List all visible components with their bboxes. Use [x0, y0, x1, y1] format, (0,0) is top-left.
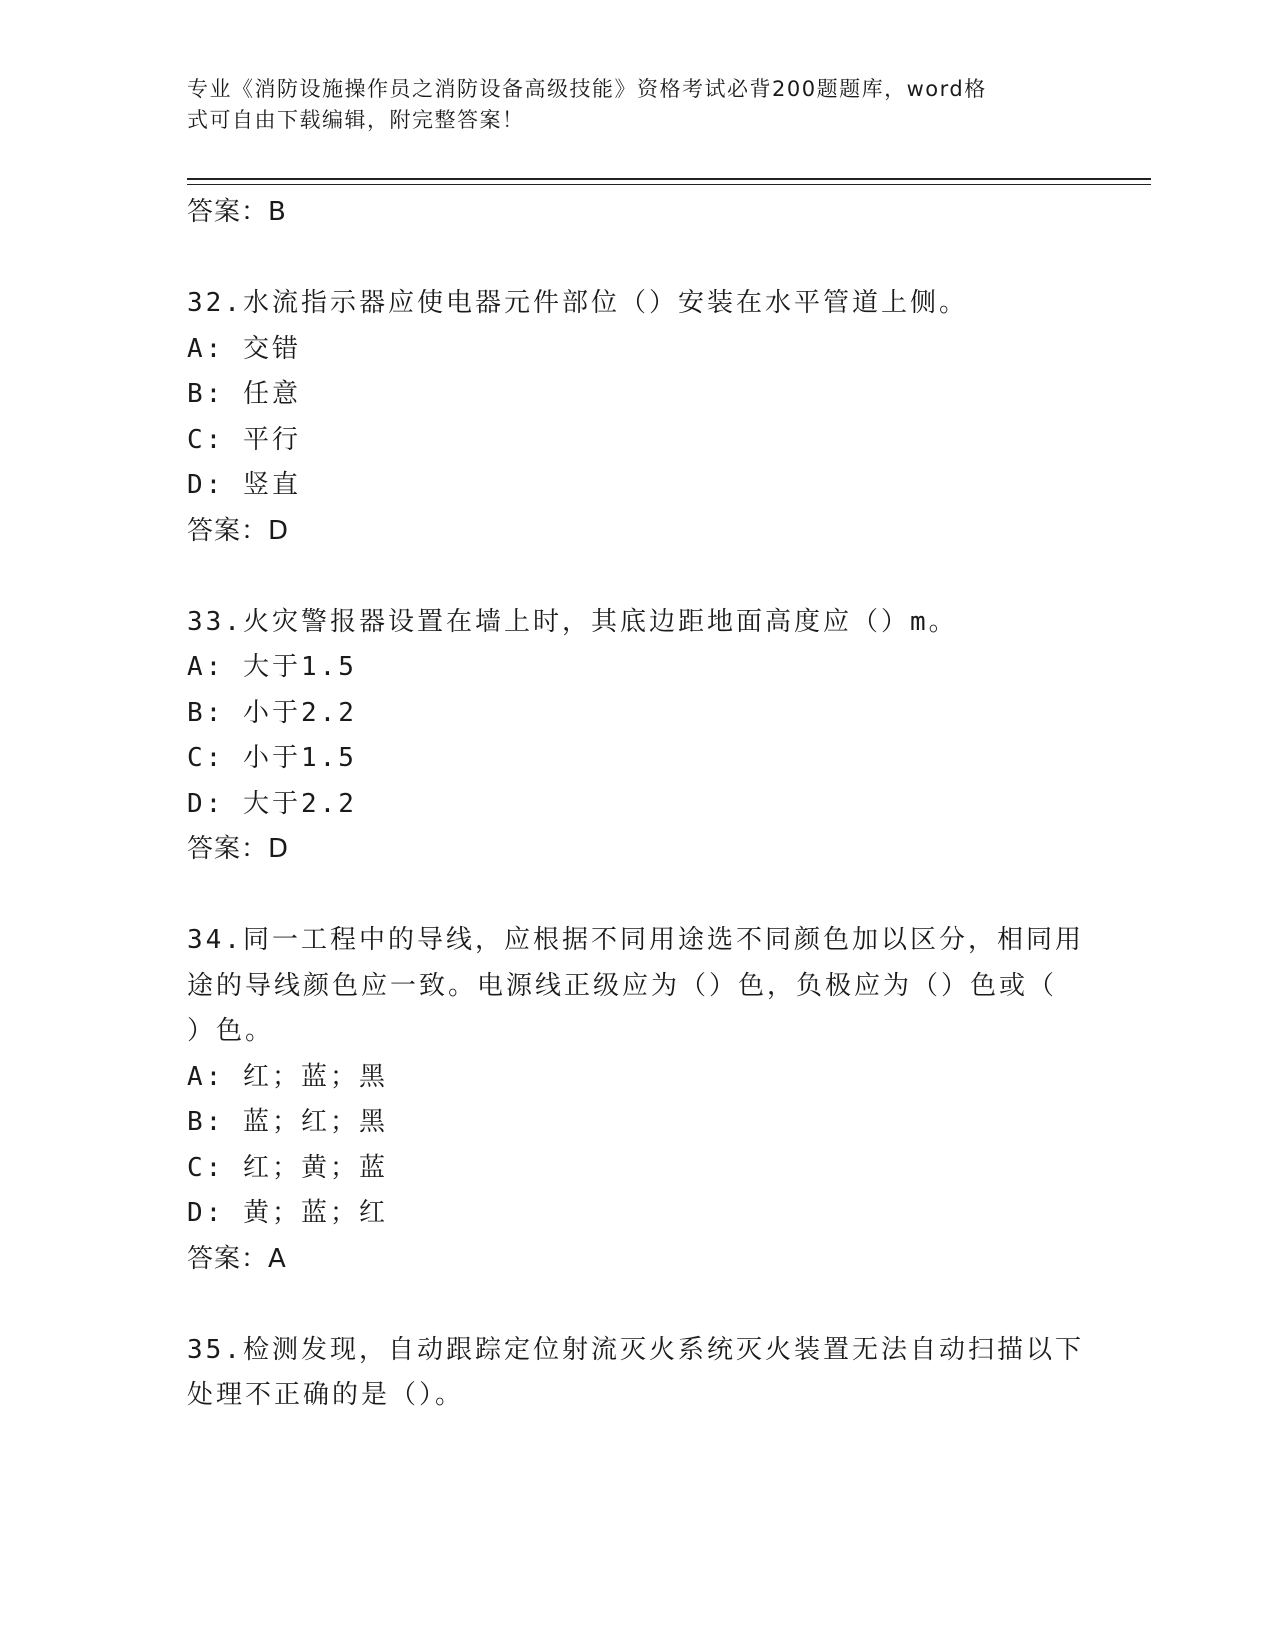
- document-header: [187, 74, 1067, 136]
- question-list: [187, 190, 1087, 1419]
- option-b: B: 任意: [187, 379, 301, 409]
- option-d: D: 黄；蓝；红: [187, 1198, 388, 1228]
- option-c: C: 红；黄；蓝: [187, 1152, 388, 1183]
- option-a: A: 红；蓝；黑: [187, 1061, 388, 1092]
- option-a: A: 大于1.5: [187, 652, 357, 682]
- question-33: [187, 600, 1087, 873]
- question-text-line-3: ）色。: [187, 1016, 275, 1046]
- question-35: [187, 1328, 1087, 1419]
- question-text-line-1: 34.同一工程中的导线，应根据不同用途选不同颜色加以区分，相同用: [187, 925, 1084, 955]
- previous-answer: 答案：B: [187, 197, 287, 227]
- option-a: A: 交错: [187, 333, 301, 364]
- header-line-1: 专业《消防设施操作员之消防设备高级技能》资格考试必背200题题库，word格: [187, 77, 987, 101]
- option-c: C: 小于1.5: [187, 743, 357, 773]
- question-34: [187, 918, 1087, 1282]
- question-text-line-2: 处理不正确的是（）。: [187, 1380, 465, 1410]
- question-text: 33.火灾警报器设置在墙上时，其底边距地面高度应（）m。: [187, 606, 958, 637]
- header-divider-thin: [187, 184, 1151, 185]
- answer: 答案：D: [187, 834, 290, 864]
- option-b: B: 小于2.2: [187, 697, 357, 728]
- answer: 答案：A: [187, 1243, 287, 1274]
- answer: 答案：D: [187, 515, 290, 546]
- question-32: [187, 281, 1087, 554]
- header-line-2: 式可自由下载编辑，附完整答案！: [187, 108, 525, 132]
- option-d: D: 竖直: [187, 470, 301, 500]
- option-b: B: 蓝；红；黑: [187, 1107, 388, 1137]
- option-c: C: 平行: [187, 424, 301, 455]
- question-text-line-2: 途的导线颜色应一致。电源线正级应为（）色，负极应为（）色或（: [187, 970, 1058, 1001]
- question-text-line-1: 35.检测发现，自动跟踪定位射流灭火系统灭火装置无法自动扫描以下: [187, 1334, 1084, 1365]
- question-text: 32.水流指示器应使电器元件部位（）安装在水平管道上侧。: [187, 288, 968, 318]
- header-divider-thick: [187, 178, 1151, 180]
- option-d: D: 大于2.2: [187, 788, 357, 819]
